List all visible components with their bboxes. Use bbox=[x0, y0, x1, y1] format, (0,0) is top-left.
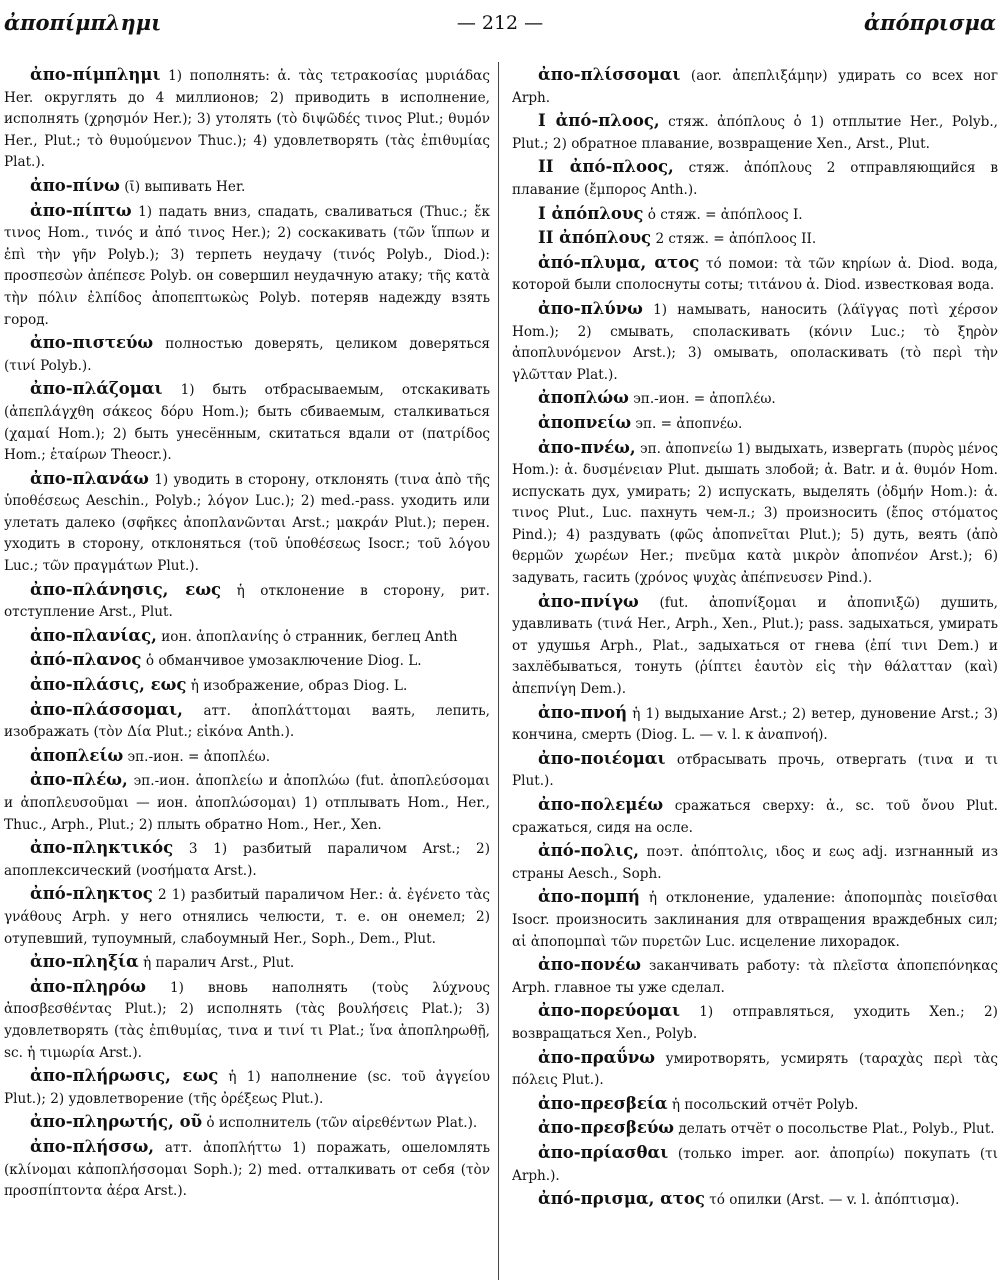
dictionary-entry bbox=[4, 378, 490, 466]
dictionary-entry bbox=[4, 1065, 490, 1110]
entry-headword: ἀπο-πληκτικός bbox=[30, 838, 174, 858]
dictionary-entry bbox=[512, 298, 998, 386]
page-number: — 212 — bbox=[456, 12, 544, 34]
dictionary-entry bbox=[4, 769, 490, 836]
entry-headword: ἀπο-πλάνησις, εως bbox=[30, 579, 222, 599]
entry-definition: эп. ἀποπνείω 1) выдыхать, извергать (πυρὸς μένος Hom.): ἀ. δυσμένειαν Plut. дышать злобой; ἀ. Batr. и ἀ. θυμόν Hom. испускать дух, умирать; 2) испускать, выделять (ὀδμήν Hom.): ἀ. τινος Plut., Luc. пахнуть чем-л.; 3) произносить (ἔπος στόματος Pind.); 4) раздувать (φῶς ἀποπνεῖται Plut.); 5) дуть, веять (ἀπὸ θερμῶν χωρέων Her.; πνεῦμα κατὰ μικρὸν ἀποπνέον Arst.); 6) задувать, гасить (χρόνος ψυχὰς ἀπέπνευσεν Pind.). bbox=[512, 440, 998, 587]
entry-headword: ἀπο-πίπτω bbox=[30, 200, 132, 220]
entry-headword: ἀπο-πρεσβεύω bbox=[538, 1118, 675, 1138]
dictionary-entry bbox=[4, 951, 490, 975]
dictionary-entry bbox=[512, 1117, 998, 1141]
column-divider bbox=[498, 62, 499, 1280]
entry-definition: заканчивать работу: τὰ πλεῖστα ἀποπεπόνηκας Arph. главное ты уже сделал. bbox=[512, 958, 998, 996]
dictionary-entry bbox=[4, 649, 490, 673]
dictionary-entry bbox=[512, 794, 998, 839]
entry-headword: ἀπο-ποιέομαι bbox=[538, 748, 666, 768]
entry-definition: стяж. ἀπόπλους 2 отправляющийся в плавание (ἔμπορος Anth.). bbox=[512, 160, 998, 198]
entry-definition: (fut. ἀποπνίξομαι и ἀποπνιξῶ) душить, удавливать (τινά Her., Arph., Xen., Plut.); pass. задыхаться, умирать от удушья Arph., Plat., задыхаться от гнева (ἐπί τινι Dem.) и захлёбываться, тонуть (ῥίπτει ἑαυτὸν εἰς τὴν θάλατταν (καὶ) ἀπεπνίγη Dem.). bbox=[512, 594, 998, 698]
entry-headword: ἀπο-πλύνω bbox=[538, 298, 643, 318]
entry-definition: ἡ отклонение, удаление: ἀποπομπὰς ποιεῖσθαι Isocr. произносить заклинания для отвращения враждебных сил; αἱ ἀποπομπαὶ τῶν πυρετῶν Luc. исцеление лихорадок. bbox=[512, 890, 998, 950]
entry-definition: (aor. ἀπεπλιξάμην) удирать со всех ног Arph. bbox=[512, 68, 998, 106]
dictionary-entry bbox=[4, 200, 490, 332]
entry-headword: ἀπο-πορεύομαι bbox=[538, 1001, 680, 1021]
dictionary-entry bbox=[512, 954, 998, 999]
entry-definition: 1) падать вниз, спадать, сваливаться (Thuc.; ἔκ τινος Hom., τινός и ἀπό τινος Her.); 2) соскакивать (τῶν ἵππων и ἐπὶ τὴν γῆν Polyb.); 3) терпеть неудачу (τινός Polyb., Diod.): προσπεσὼν ἀπέπεσε Polyb. он совершил неудачную атаку; τῆς κατὰ τὴν πόλιν ἐλπίδος ἀποπεπτωκὼς Polyb. потеряв надежду взять город. bbox=[4, 203, 490, 328]
entry-definition: τό опилки (Arst. — v. l. ἀπόπτισμα). bbox=[709, 1192, 960, 1209]
entry-definition: ὁ стяж. = ἀπόπλοος I. bbox=[647, 206, 803, 223]
entry-headword: ἀπο-πλίσσομαι bbox=[538, 65, 681, 84]
entry-definition: эп.-ион. = ἀποπλέω. bbox=[127, 748, 271, 765]
entry-headword: ἀπο-πληρόω bbox=[30, 976, 146, 996]
entry-definition: атт. ἀποπλήττω 1) поражать, ошеломлять (κλίνομαι κἀποπλήσσομαι Soph.); 2) med. отталкивать от себя (τὸν προσπίπτοντα ἀέρα Arst.). bbox=[4, 1139, 490, 1200]
dictionary-entry bbox=[512, 387, 998, 411]
dictionary-entry bbox=[4, 1111, 490, 1135]
entry-definition: ἡ 1) выдыхание Arst.; 2) ветер, дуновение Arst.; 3) кончина, смерть (Diog. L. — v. l. к ἀναπνοή). bbox=[512, 705, 998, 744]
entry-headword: ἀπο-πλήσσω, bbox=[30, 1136, 155, 1156]
entry-headword: ἀπο-πλήρωσις, εως bbox=[30, 1066, 219, 1086]
dictionary-entry bbox=[4, 837, 490, 882]
entry-headword: ἀπο-πλάζομαι bbox=[30, 379, 163, 399]
entry-headword: ἀπο-πλέω, bbox=[30, 770, 128, 790]
dictionary-entry bbox=[512, 748, 998, 793]
entry-headword: ἀπο-πλανάω bbox=[30, 468, 149, 488]
dictionary-entry bbox=[512, 203, 998, 227]
entry-headword: I ἀπόπλους bbox=[538, 203, 644, 223]
entry-definition: эп. = ἀποπνέω. bbox=[635, 415, 743, 432]
entry-definition: 1) быть отбрасываемым, отскакивать (ἀπεπλάγχθη σάκεος δόρυ Hom.); быть сбиваемым, сталкиваться (χαμαί Hom.); 2) быть унесённым, скитаться вдали от (πατρίδος Hom.; ἑταίρων Theocr.). bbox=[4, 382, 490, 464]
entry-headword: ἀπο-πνοή bbox=[538, 702, 628, 722]
entry-definition: 2 стяж. = ἀπόπλοος II. bbox=[655, 231, 817, 248]
entry-definition: поэт. ἀπόπτολις, ιδος и εως adj. изгнанный из страны Aesch., Soph. bbox=[512, 844, 998, 882]
dictionary-entry bbox=[512, 1000, 998, 1045]
entry-definition: 1) уводить в сторону, отклонять (τινα ἀπὸ τῆς ὑποθέσεως Aeschin., Polyb.; λόγον Luc.); 2) med.-pass. уходить или улетать далеко (σφῆκες ἀποπλανῶνται Arst.; μακράν Plut.); перен. уходить в сторону, отклоняться (τοῦ ὑποθέσεως Isocr.; τοῦ λόγου Luc.; τῶν πραγμάτων Plut.). bbox=[4, 471, 490, 575]
dictionary-entry bbox=[512, 156, 998, 201]
entry-definition: τό помои: τὰ τῶν κηρίων ἀ. Diod. вода, которой были сполоснуты соты; τιτάνου ἀ. Diod. известковая вода. bbox=[512, 255, 998, 294]
entry-headword: ἀπο-πρεσβεία bbox=[538, 1093, 668, 1113]
entry-headword: ἀπο-πνέω, bbox=[538, 437, 636, 457]
entry-headword: ἀπο-πρίασθαι bbox=[538, 1142, 669, 1162]
entry-definition: эп.-ион. = ἀποπλέω. bbox=[633, 391, 776, 408]
dictionary-entry bbox=[512, 110, 998, 155]
left-column bbox=[4, 64, 490, 1280]
entry-headword: ἀπο-πληξία bbox=[30, 952, 139, 972]
entry-definition: 1) намывать, наносить (λάϊγγας ποτὶ χέρσον Hom.); 2) смывать, споласкивать (κόνιν Luc.; τὸ ξηρὸν ἀποπλυνόμενον Arst.); 3) омывать, ополаскивать (τὸ περὶ τὴν γλῶτταν Plat.). bbox=[512, 301, 998, 383]
entry-headword: ἀπο-πιστεύω bbox=[30, 333, 154, 353]
dictionary-entry bbox=[4, 976, 490, 1064]
dictionary-entry bbox=[4, 579, 490, 624]
dictionary-entry bbox=[512, 252, 998, 297]
entry-headword: ἀποπλώω bbox=[538, 388, 629, 408]
dictionary-entry bbox=[4, 64, 490, 174]
dictionary-entry bbox=[512, 64, 998, 109]
entry-headword: ἀπο-πνίγω bbox=[538, 591, 639, 611]
entry-headword: I ἀπό-πλοος, bbox=[538, 111, 660, 131]
dictionary-entry bbox=[4, 625, 490, 649]
dictionary-entry bbox=[512, 1142, 998, 1187]
page-header bbox=[0, 0, 1000, 40]
entry-headword: ἀπό-πληκτος bbox=[30, 884, 153, 904]
entry-headword: ἀπό-πρισμα, ατος bbox=[538, 1189, 705, 1209]
entry-definition: (ῑ) выпивать Her. bbox=[124, 178, 246, 195]
dictionary-entry bbox=[4, 674, 490, 698]
dictionary-entry bbox=[4, 1136, 490, 1203]
entry-definition: ἡ изображение, образ Diog. L. bbox=[190, 678, 408, 695]
entry-headword: ἀπο-πλάσις, εως bbox=[30, 675, 187, 695]
dictionary-entry bbox=[512, 840, 998, 885]
dictionary-entry bbox=[512, 591, 998, 701]
entry-headword: ἀπο-πλανίας, bbox=[30, 625, 157, 645]
entry-definition: отбрасывать прочь, отвергать (τινα и τι Plut.). bbox=[512, 751, 998, 790]
entry-definition: (только imper. aor. ἀποπρίω) покупать (τι Arph.). bbox=[512, 1145, 998, 1184]
entry-headword: ἀποπλείω bbox=[30, 745, 124, 765]
dictionary-entry bbox=[512, 1188, 998, 1212]
entry-definition: 2 1) разбитый параличом Her.: ἀ. ἐγένετο τὰς γνάθους Arph. у него отнялись челюсти, т. е. он онемел; 2) отупевший, тупоумный, слабоумный Her., Soph., Dem., Plut. bbox=[4, 887, 490, 947]
dictionary-entry bbox=[512, 702, 998, 747]
entry-headword: ἀπο-πληρωτής, οῦ bbox=[30, 1112, 203, 1132]
dictionary-entry bbox=[512, 227, 998, 251]
entry-definition: сражаться сверху: ἀ., sc. τοῦ ὄνου Plut. сражаться, сидя на осле. bbox=[512, 798, 998, 836]
dictionary-entry bbox=[4, 175, 490, 199]
entry-definition: ὁ обманчивое умозаключение Diog. L. bbox=[145, 653, 422, 670]
right-column bbox=[512, 64, 998, 1280]
dictionary-entry bbox=[512, 886, 998, 953]
dictionary-entry bbox=[512, 1047, 998, 1092]
entry-headword: ἀπό-πλυμα, ατος bbox=[538, 252, 700, 272]
entry-headword: II ἀπό-πλοος, bbox=[538, 157, 674, 177]
entry-definition: ἡ отклонение в сторону, рит. отступление Arst., Plut. bbox=[4, 582, 490, 621]
entry-definition: ἡ 1) наполнение (sc. τοῦ ἀγγείου Plut.); 2) удовлетворение (τῆς ὀρέξεως Plut.). bbox=[4, 1069, 490, 1107]
dictionary-entry bbox=[4, 699, 490, 744]
entry-headword: ἀπο-πολεμέω bbox=[538, 795, 664, 814]
entry-definition: ἡ посольский отчёт Polyb. bbox=[671, 1096, 859, 1113]
entry-definition: 3 1) разбитый параличом Arst.; 2) апоплексический (νοσήματα Arst.). bbox=[4, 841, 490, 879]
dictionary-entry bbox=[512, 1093, 998, 1117]
entry-definition: ион. ἀποπλανίης ὁ странник, беглец Anth bbox=[161, 628, 458, 645]
entry-headword: ἀπό-πολις, bbox=[538, 841, 640, 861]
entry-headword: ἀπο-πονέω bbox=[538, 955, 641, 975]
entry-definition: ὁ исполнитель (τῶν αἱρεθέντων Plat.). bbox=[206, 1115, 478, 1132]
entry-definition: атт. ἀποπλάττομαι ваять, лепить, изображать (τὸν Δία Plut.; εἰκόνα Anth.). bbox=[4, 702, 490, 741]
entry-definition: полностью доверять, целиком доверяться (τινί Polyb.). bbox=[4, 336, 490, 374]
entry-definition: 1) отправляться, уходить Xen.; 2) возвращаться Xen., Polyb. bbox=[512, 1004, 998, 1042]
entry-headword: ἀπο-πραΰνω bbox=[538, 1047, 655, 1067]
header-right-word: ἀπόπρισμα bbox=[863, 10, 996, 35]
entry-headword: ἀπό-πλανος bbox=[30, 650, 142, 670]
entry-definition: 1) пополнять: ἀ. τὰς τετρακοσίας μυριάδας Her. округлять до 4 миллионов; 2) приводить в исполнение, исполнять (χρησμόν Her.); 3) утолять (τὸ διψῶδές τινος Plut.; θυμόν Her., Plut.; τὸ θυμούμενον Thuc.); 4) удовлетворять (τὰς ἐπιθυμίας Plat.). bbox=[4, 68, 490, 171]
dictionary-entry bbox=[4, 332, 490, 377]
entry-definition: делать отчёт о посольстве Plat., Polyb., Plut. bbox=[678, 1121, 995, 1138]
entry-headword: ἀπο-πομπή bbox=[538, 887, 640, 907]
header-left-word: ἀποπίμπλημι bbox=[4, 10, 162, 35]
entry-definition: эп.-ион. ἀποπλείω и ἀποπλώω (fut. ἀποπλεύσομαι и ἀποπλευσοῦμαι — ион. ἀποπλώσομαι) 1) отплывать Hom., Her., Thuc., Arph., Plut.; 2) плыть обратно Hom., Her., Xen. bbox=[4, 773, 490, 833]
dictionary-entry bbox=[512, 412, 998, 436]
entry-definition: стяж. ἀπόπλους ὁ 1) отплытие Her., Polyb., Plut.; 2) обратное плавание, возвращение Xen., Arst., Plut. bbox=[512, 114, 998, 152]
entry-definition: умиротворять, усмирять (ταραχὰς περὶ τὰς πόλεις Plut.). bbox=[512, 1050, 998, 1089]
dictionary-entry bbox=[512, 437, 998, 590]
entry-headword: II ἀπόπλους bbox=[538, 228, 652, 248]
entry-headword: ἀποπνείω bbox=[538, 412, 632, 432]
entry-definition: 1) вновь наполнять (τοὺς λύχνους ἀποσβεσθέντας Plut.); 2) исполнять (τὰς βουλήσεις Plat.); 3) удовлетворять (τὰς ἐπιθυμίας, τινα и τινί τι Plat.; ἵνα ἀποπληρωθῇ, sc. ἡ τιμωρία Arst.). bbox=[4, 979, 490, 1061]
dictionary-entry bbox=[4, 883, 490, 950]
dictionary-entry bbox=[4, 468, 490, 578]
dictionary-entry bbox=[4, 745, 490, 769]
entry-headword: ἀπο-πίνω bbox=[30, 175, 120, 195]
entry-headword: ἀπο-πίμπλημι bbox=[30, 65, 161, 84]
entry-definition: ἡ паралич Arst., Plut. bbox=[143, 955, 295, 972]
entry-headword: ἀπο-πλάσσομαι, bbox=[30, 699, 183, 719]
